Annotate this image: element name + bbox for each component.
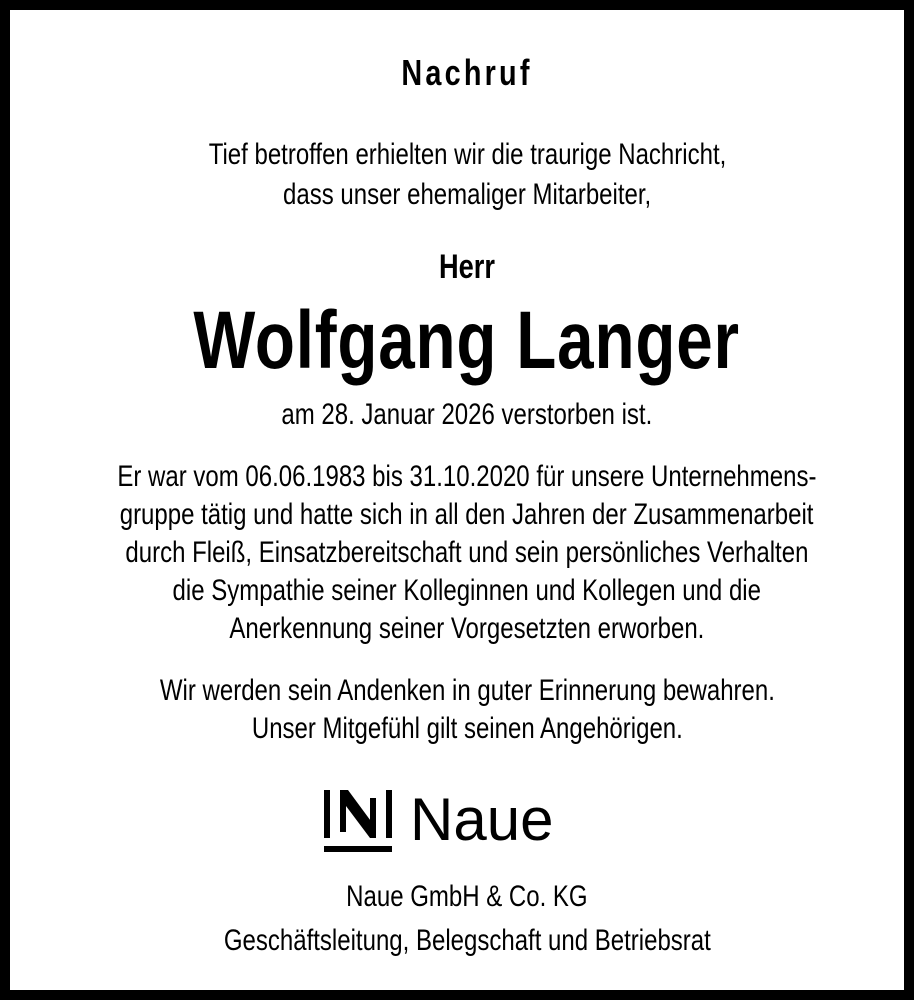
deceased-name: Wolfgang Langer xyxy=(193,295,741,386)
heading: Nachruf xyxy=(401,52,533,93)
death-date-line: am 28. Januar 2026 verstorben ist. xyxy=(281,398,653,431)
naue-n-logo-icon xyxy=(322,788,622,860)
salutation: Herr xyxy=(439,248,495,286)
intro-line-2: dass unser ehemaliger Mitarbeiter, xyxy=(282,178,652,211)
intro-line-1: Tief betroffen erhielten wir die traurige Nachricht, xyxy=(208,138,726,171)
svg-text:Naue: Naue xyxy=(410,788,554,853)
closing-line-1: Wir werden sein Andenken in guter Erinnerung bewahren. xyxy=(159,674,775,707)
tribute-line-3: durch Fleiß, Einsatzbereitschaft und sein persönliches Verhalten xyxy=(125,536,809,569)
tribute-line-2: gruppe tätig und hatte sich in all den Jahren der Zusammenarbeit xyxy=(120,498,814,531)
naue-logo xyxy=(322,788,622,860)
senders-line: Geschäftsleitung, Belegschaft und Betriebsrat xyxy=(223,924,711,957)
tribute-line-4: die Sympathie seiner Kolleginnen und Kollegen und die xyxy=(172,574,762,607)
company-name: Naue GmbH & Co. KG xyxy=(346,880,588,913)
tribute-line-5: Anerkennung seiner Vorgesetzten erworben. xyxy=(229,612,705,645)
closing-line-2: Unser Mitgefühl gilt seinen Angehörigen. xyxy=(251,712,683,745)
tribute-line-1: Er war vom 06.06.1983 bis 31.10.2020 für unsere Unternehmens- xyxy=(117,460,817,493)
